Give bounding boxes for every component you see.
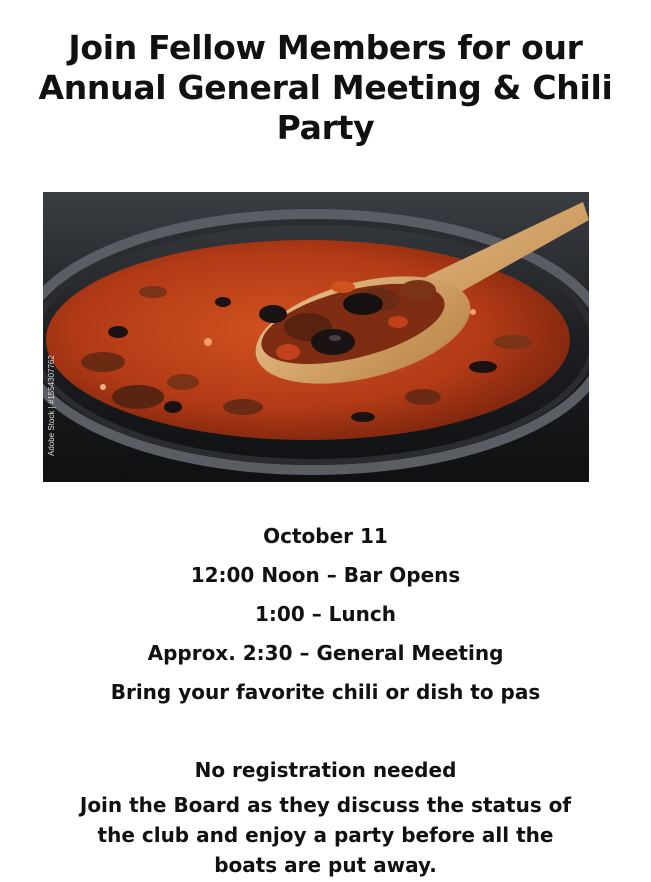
closing-line-3: boats are put away. <box>214 853 437 877</box>
bring-dish-line: Bring your favorite chili or dish to pas <box>110 680 541 704</box>
registration-note: No registration needed <box>194 758 457 782</box>
title-line-1: Join Fellow Members for our <box>68 28 583 67</box>
event-details <box>0 517 651 880</box>
chili-illustration <box>43 192 589 482</box>
title-line-3: Party <box>276 108 375 147</box>
closing-line-2: the club and enjoy a party before all the <box>97 823 554 847</box>
closing-paragraph <box>0 790 651 880</box>
bar-opens-line: 12:00 Noon – Bar Opens <box>190 563 461 587</box>
closing-line-1: Join the Board as they discuss the status of <box>79 793 572 817</box>
flyer-title <box>0 28 651 148</box>
meeting-line: Approx. 2:30 – General Meeting <box>147 641 504 665</box>
photo-credit: Adobe Stock | #1554307762 <box>47 355 56 456</box>
lunch-line: 1:00 – Lunch <box>255 602 396 626</box>
title-line-2: Annual General Meeting & Chili <box>38 68 613 107</box>
event-date: October 11 <box>263 524 388 548</box>
spacer <box>0 712 651 751</box>
chili-pot-photo <box>43 192 589 482</box>
